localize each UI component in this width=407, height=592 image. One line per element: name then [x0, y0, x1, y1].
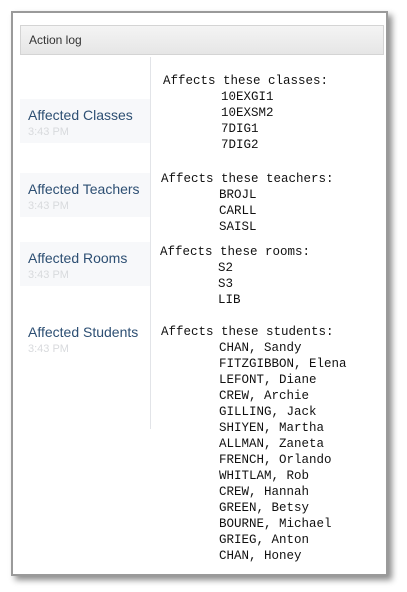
student-name: ALLMAN, Zaneta: [219, 437, 325, 451]
sidebar-item-time: 3:43 PM: [28, 126, 69, 138]
room-code: S3: [218, 277, 234, 291]
log-entry-students: [161, 324, 347, 564]
sidebar-item-affected-teachers[interactable]: [20, 173, 150, 217]
student-name: GRIEG, Anton: [219, 533, 310, 547]
action-log-window: [11, 11, 388, 576]
student-name: GREEN, Betsy: [219, 501, 310, 515]
sidebar-item-affected-rooms[interactable]: [20, 242, 150, 286]
sidebar-item-label: Affected Teachers: [28, 181, 140, 197]
column-divider: [150, 57, 151, 429]
student-name: FITZGIBBON, Elena: [219, 357, 347, 371]
student-name: WHITLAM, Rob: [219, 469, 310, 483]
class-code: 10EXSM2: [221, 106, 274, 120]
entry-heading: Affects these rooms:: [160, 245, 311, 259]
room-code: S2: [218, 261, 234, 275]
student-name: CREW, Hannah: [219, 485, 310, 499]
class-code: 10EXGI1: [221, 90, 274, 104]
student-name: CHAN, Honey: [219, 549, 302, 563]
student-name: CREW, Archie: [219, 389, 310, 403]
log-entry-teachers: [161, 171, 334, 235]
sidebar-item-time: 3:43 PM: [28, 200, 69, 212]
entry-heading: Affects these teachers:: [161, 172, 334, 186]
sidebar-item-label: Affected Rooms: [28, 250, 128, 266]
student-name: LEFONT, Diane: [219, 373, 317, 387]
panel-title: Action log: [29, 33, 82, 47]
sidebar-item-label: Affected Classes: [28, 107, 133, 123]
entry-heading: Affects these classes:: [163, 74, 329, 88]
class-code: 7DIG2: [221, 138, 259, 152]
sidebar-item-time: 3:43 PM: [28, 269, 69, 281]
teacher-code: CARLL: [219, 204, 257, 218]
student-name: FRENCH, Orlando: [219, 453, 332, 467]
teacher-code: SAISL: [219, 220, 257, 234]
class-code: 7DIG1: [221, 122, 259, 136]
entry-heading: Affects these students:: [161, 325, 334, 339]
student-name: GILLING, Jack: [219, 405, 317, 419]
log-entry-rooms: [160, 244, 310, 308]
room-code: LIB: [218, 293, 241, 307]
sidebar-item-time: 3:43 PM: [28, 343, 69, 355]
sidebar-item-affected-classes[interactable]: [20, 99, 150, 143]
student-name: CHAN, Sandy: [219, 341, 302, 355]
sidebar-item-affected-students[interactable]: [20, 318, 150, 362]
student-name: SHIYEN, Martha: [219, 421, 325, 435]
panel-header: [20, 25, 384, 55]
student-name: BOURNE, Michael: [219, 517, 332, 531]
log-entry-classes: [163, 73, 328, 153]
teacher-code: BROJL: [219, 188, 257, 202]
sidebar-item-label: Affected Students: [28, 324, 139, 340]
